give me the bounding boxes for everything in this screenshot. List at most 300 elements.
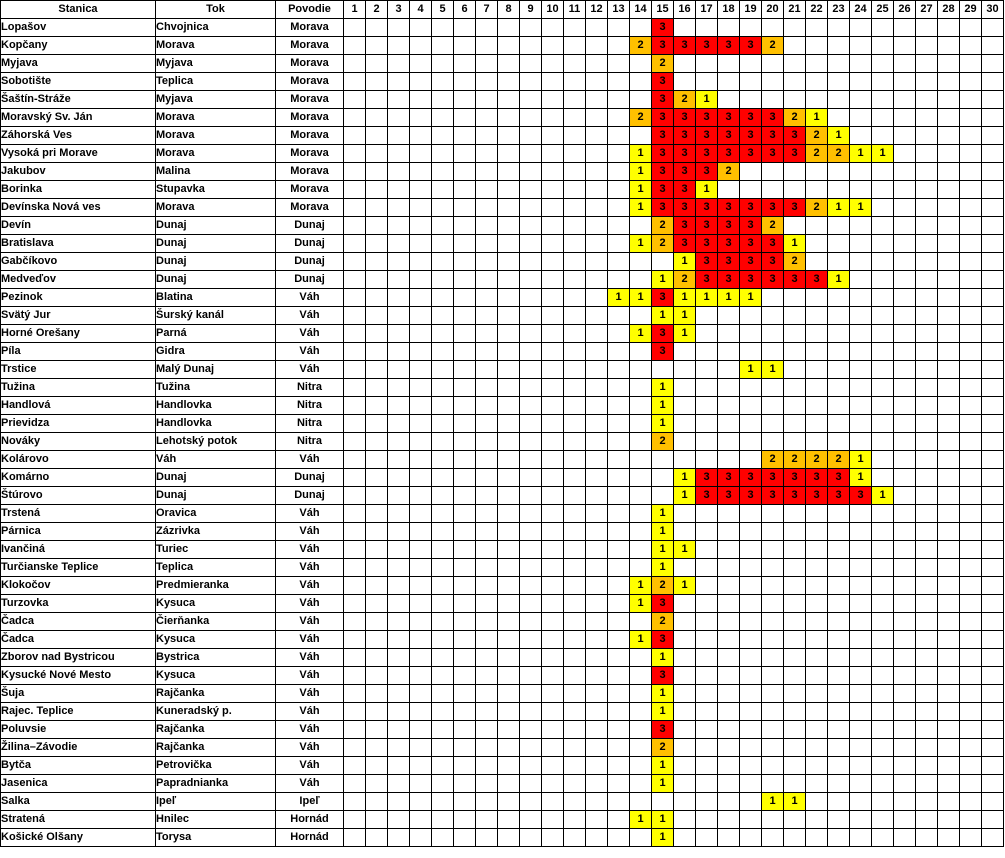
day-cell xyxy=(718,73,740,91)
day-cell: 1 xyxy=(630,199,652,217)
day-cell xyxy=(542,253,564,271)
day-cell xyxy=(454,145,476,163)
day-cell xyxy=(410,325,432,343)
day-cell xyxy=(806,37,828,55)
day-cell xyxy=(564,217,586,235)
day-cell xyxy=(454,631,476,649)
day-cell xyxy=(850,109,872,127)
day-cell xyxy=(542,55,564,73)
day-cell xyxy=(498,739,520,757)
day-cell xyxy=(718,325,740,343)
day-cell xyxy=(696,19,718,37)
day-cell xyxy=(762,649,784,667)
day-cell xyxy=(806,541,828,559)
day-cell: 3 xyxy=(784,271,806,289)
day-cell xyxy=(894,397,916,415)
day-cell xyxy=(564,91,586,109)
day-cell xyxy=(608,487,630,505)
day-cell xyxy=(916,163,938,181)
column-header-day-15: 15 xyxy=(652,1,674,19)
day-cell xyxy=(894,775,916,793)
day-cell xyxy=(344,685,366,703)
day-cell xyxy=(828,379,850,397)
day-cell xyxy=(410,73,432,91)
day-cell xyxy=(344,109,366,127)
day-cell xyxy=(894,37,916,55)
day-cell xyxy=(960,307,982,325)
day-cell xyxy=(938,271,960,289)
day-cell xyxy=(982,91,1004,109)
day-cell xyxy=(520,361,542,379)
table-row xyxy=(1,505,1004,523)
station-name: Turčianske Teplice xyxy=(1,559,156,577)
basin-name: Váh xyxy=(276,775,344,793)
day-cell xyxy=(586,127,608,145)
day-cell xyxy=(542,523,564,541)
day-cell xyxy=(696,523,718,541)
stream-name: Morava xyxy=(156,37,276,55)
day-cell xyxy=(674,361,696,379)
day-cell xyxy=(960,631,982,649)
station-name: Rajec. Teplice xyxy=(1,703,156,721)
station-name: Ivančiná xyxy=(1,541,156,559)
day-cell xyxy=(432,361,454,379)
day-cell xyxy=(916,739,938,757)
day-cell xyxy=(454,739,476,757)
stream-name: Blatina xyxy=(156,289,276,307)
table-row xyxy=(1,235,1004,253)
day-cell xyxy=(850,433,872,451)
day-cell: 3 xyxy=(696,487,718,505)
day-cell xyxy=(542,163,564,181)
day-cell xyxy=(916,415,938,433)
day-cell xyxy=(916,793,938,811)
table-row xyxy=(1,451,1004,469)
day-cell xyxy=(872,379,894,397)
day-cell xyxy=(476,343,498,361)
station-name: Gabčíkovo xyxy=(1,253,156,271)
day-cell xyxy=(366,109,388,127)
day-cell xyxy=(476,127,498,145)
day-cell xyxy=(476,361,498,379)
day-cell xyxy=(960,37,982,55)
day-cell: 1 xyxy=(872,487,894,505)
table-row xyxy=(1,127,1004,145)
table-row xyxy=(1,343,1004,361)
day-cell xyxy=(740,577,762,595)
day-cell xyxy=(454,127,476,145)
day-cell xyxy=(520,433,542,451)
basin-name: Nitra xyxy=(276,379,344,397)
day-cell xyxy=(344,541,366,559)
day-cell xyxy=(652,451,674,469)
day-cell xyxy=(608,307,630,325)
day-cell xyxy=(806,721,828,739)
stream-name: Hnilec xyxy=(156,811,276,829)
day-cell xyxy=(344,415,366,433)
day-cell xyxy=(542,757,564,775)
day-cell: 3 xyxy=(740,37,762,55)
day-cell: 3 xyxy=(652,631,674,649)
day-cell xyxy=(498,235,520,253)
day-cell xyxy=(630,19,652,37)
column-header-day-2: 2 xyxy=(366,1,388,19)
day-cell xyxy=(828,541,850,559)
day-cell: 3 xyxy=(652,289,674,307)
day-cell: 1 xyxy=(630,235,652,253)
day-cell xyxy=(564,325,586,343)
basin-name: Váh xyxy=(276,595,344,613)
day-cell xyxy=(938,541,960,559)
day-cell xyxy=(410,577,432,595)
day-cell xyxy=(454,37,476,55)
day-cell: 3 xyxy=(652,595,674,613)
day-cell xyxy=(938,73,960,91)
day-cell xyxy=(784,307,806,325)
stream-name: Malý Dunaj xyxy=(156,361,276,379)
day-cell xyxy=(564,541,586,559)
day-cell xyxy=(476,307,498,325)
stream-name: Rajčanka xyxy=(156,721,276,739)
day-cell xyxy=(894,253,916,271)
day-cell xyxy=(938,685,960,703)
day-cell xyxy=(674,415,696,433)
day-cell xyxy=(388,595,410,613)
day-cell xyxy=(498,55,520,73)
day-cell xyxy=(872,829,894,847)
day-cell xyxy=(542,415,564,433)
day-cell xyxy=(696,685,718,703)
station-name: Medveďov xyxy=(1,271,156,289)
day-cell xyxy=(806,433,828,451)
day-cell xyxy=(344,127,366,145)
table-row xyxy=(1,433,1004,451)
day-cell xyxy=(894,433,916,451)
day-cell xyxy=(410,523,432,541)
day-cell xyxy=(916,235,938,253)
day-cell xyxy=(344,37,366,55)
table-row xyxy=(1,487,1004,505)
day-cell xyxy=(630,685,652,703)
day-cell xyxy=(564,667,586,685)
day-cell xyxy=(366,73,388,91)
day-cell xyxy=(542,343,564,361)
day-cell xyxy=(454,793,476,811)
table-header xyxy=(1,1,1004,19)
stream-name: Kysuca xyxy=(156,595,276,613)
day-cell xyxy=(520,397,542,415)
day-cell xyxy=(718,397,740,415)
day-cell xyxy=(520,685,542,703)
day-cell xyxy=(608,37,630,55)
day-cell xyxy=(916,361,938,379)
day-cell xyxy=(564,469,586,487)
day-cell xyxy=(674,667,696,685)
day-cell xyxy=(498,361,520,379)
day-cell xyxy=(344,397,366,415)
table-row xyxy=(1,163,1004,181)
day-cell xyxy=(740,829,762,847)
basin-name: Morava xyxy=(276,73,344,91)
day-cell xyxy=(828,703,850,721)
table-row xyxy=(1,55,1004,73)
table-row xyxy=(1,703,1004,721)
day-cell xyxy=(410,469,432,487)
day-cell xyxy=(960,127,982,145)
day-cell xyxy=(366,289,388,307)
day-cell xyxy=(872,109,894,127)
day-cell xyxy=(388,613,410,631)
day-cell xyxy=(784,73,806,91)
day-cell: 3 xyxy=(696,199,718,217)
day-cell xyxy=(520,649,542,667)
day-cell xyxy=(366,361,388,379)
day-cell xyxy=(762,325,784,343)
day-cell xyxy=(850,289,872,307)
day-cell: 1 xyxy=(674,487,696,505)
day-cell xyxy=(476,397,498,415)
day-cell xyxy=(806,649,828,667)
day-cell xyxy=(894,199,916,217)
day-cell xyxy=(960,685,982,703)
day-cell xyxy=(872,127,894,145)
day-cell xyxy=(872,289,894,307)
day-cell xyxy=(476,757,498,775)
day-cell xyxy=(674,55,696,73)
day-cell xyxy=(872,757,894,775)
day-cell xyxy=(960,343,982,361)
day-cell xyxy=(542,721,564,739)
day-cell xyxy=(476,433,498,451)
stream-name: Dunaj xyxy=(156,235,276,253)
day-cell xyxy=(586,667,608,685)
day-cell: 1 xyxy=(630,595,652,613)
station-name: Kolárovo xyxy=(1,451,156,469)
day-cell xyxy=(366,523,388,541)
day-cell: 1 xyxy=(652,775,674,793)
day-cell xyxy=(696,307,718,325)
day-cell xyxy=(608,757,630,775)
column-header-day-1: 1 xyxy=(344,1,366,19)
day-cell: 3 xyxy=(740,127,762,145)
day-cell xyxy=(828,667,850,685)
day-cell xyxy=(850,595,872,613)
day-cell xyxy=(718,19,740,37)
day-cell xyxy=(630,739,652,757)
day-cell: 1 xyxy=(630,577,652,595)
day-cell xyxy=(916,811,938,829)
basin-name: Váh xyxy=(276,721,344,739)
day-cell xyxy=(762,73,784,91)
day-cell xyxy=(542,811,564,829)
day-cell: 1 xyxy=(630,289,652,307)
day-cell xyxy=(674,505,696,523)
day-cell xyxy=(762,91,784,109)
day-cell xyxy=(344,703,366,721)
day-cell xyxy=(608,613,630,631)
day-cell xyxy=(894,487,916,505)
day-cell xyxy=(344,595,366,613)
day-cell xyxy=(916,487,938,505)
day-cell xyxy=(498,289,520,307)
day-cell xyxy=(542,829,564,847)
day-cell xyxy=(586,577,608,595)
day-cell xyxy=(432,469,454,487)
day-cell: 3 xyxy=(740,145,762,163)
day-cell: 3 xyxy=(740,469,762,487)
basin-name: Váh xyxy=(276,613,344,631)
column-header-day-18: 18 xyxy=(718,1,740,19)
day-cell xyxy=(630,73,652,91)
stream-name: Stupavka xyxy=(156,181,276,199)
column-header-day-9: 9 xyxy=(520,1,542,19)
day-cell xyxy=(916,181,938,199)
day-cell xyxy=(630,703,652,721)
day-cell xyxy=(938,163,960,181)
day-cell xyxy=(432,505,454,523)
basin-name: Váh xyxy=(276,289,344,307)
day-cell: 1 xyxy=(630,145,652,163)
day-cell: 1 xyxy=(630,325,652,343)
day-cell xyxy=(454,613,476,631)
day-cell xyxy=(388,145,410,163)
day-cell xyxy=(740,757,762,775)
day-cell: 3 xyxy=(784,487,806,505)
day-cell xyxy=(630,613,652,631)
day-cell xyxy=(674,595,696,613)
day-cell xyxy=(586,433,608,451)
day-cell xyxy=(586,487,608,505)
day-cell xyxy=(740,541,762,559)
day-cell xyxy=(960,145,982,163)
day-cell xyxy=(982,199,1004,217)
day-cell xyxy=(564,145,586,163)
day-cell xyxy=(718,667,740,685)
day-cell xyxy=(410,37,432,55)
day-cell: 1 xyxy=(674,541,696,559)
day-cell: 2 xyxy=(762,217,784,235)
day-cell xyxy=(938,451,960,469)
day-cell xyxy=(960,361,982,379)
day-cell xyxy=(696,703,718,721)
day-cell xyxy=(894,613,916,631)
day-cell xyxy=(894,595,916,613)
day-cell xyxy=(740,649,762,667)
day-cell xyxy=(564,757,586,775)
day-cell xyxy=(608,451,630,469)
day-cell xyxy=(476,379,498,397)
day-cell xyxy=(740,559,762,577)
day-cell xyxy=(542,577,564,595)
stream-name: Dunaj xyxy=(156,469,276,487)
stream-name: Predmieranka xyxy=(156,577,276,595)
column-header-day-28: 28 xyxy=(938,1,960,19)
day-cell xyxy=(630,361,652,379)
day-cell xyxy=(982,127,1004,145)
day-cell xyxy=(872,649,894,667)
day-cell xyxy=(872,199,894,217)
day-cell xyxy=(960,415,982,433)
day-cell xyxy=(498,469,520,487)
day-cell xyxy=(388,163,410,181)
day-cell xyxy=(432,127,454,145)
day-cell xyxy=(938,469,960,487)
day-cell xyxy=(938,739,960,757)
day-cell xyxy=(850,73,872,91)
table-row xyxy=(1,811,1004,829)
day-cell xyxy=(894,271,916,289)
day-cell xyxy=(696,667,718,685)
day-cell xyxy=(938,235,960,253)
day-cell xyxy=(894,829,916,847)
day-cell xyxy=(894,721,916,739)
day-cell xyxy=(520,37,542,55)
day-cell xyxy=(960,109,982,127)
day-cell xyxy=(366,559,388,577)
day-cell xyxy=(740,181,762,199)
day-cell xyxy=(476,577,498,595)
column-header-day-8: 8 xyxy=(498,1,520,19)
column-header-day-19: 19 xyxy=(740,1,762,19)
day-cell xyxy=(498,613,520,631)
day-cell xyxy=(410,217,432,235)
station-name: Štúrovo xyxy=(1,487,156,505)
day-cell xyxy=(498,451,520,469)
day-cell xyxy=(608,721,630,739)
day-cell xyxy=(982,289,1004,307)
day-cell xyxy=(344,253,366,271)
day-cell xyxy=(762,739,784,757)
day-cell xyxy=(344,739,366,757)
day-cell xyxy=(608,91,630,109)
day-cell xyxy=(410,649,432,667)
day-cell xyxy=(586,451,608,469)
table-row xyxy=(1,271,1004,289)
day-cell xyxy=(850,217,872,235)
day-cell: 3 xyxy=(674,163,696,181)
day-cell xyxy=(520,271,542,289)
day-cell xyxy=(894,91,916,109)
day-cell xyxy=(982,253,1004,271)
table-row xyxy=(1,721,1004,739)
day-cell xyxy=(762,541,784,559)
day-cell: 3 xyxy=(652,73,674,91)
day-cell xyxy=(564,253,586,271)
basin-name: Morava xyxy=(276,37,344,55)
day-cell xyxy=(586,325,608,343)
day-cell: 2 xyxy=(828,145,850,163)
day-cell xyxy=(344,199,366,217)
day-cell xyxy=(498,271,520,289)
day-cell: 3 xyxy=(806,487,828,505)
day-cell: 3 xyxy=(762,199,784,217)
table-row xyxy=(1,829,1004,847)
day-cell: 3 xyxy=(806,469,828,487)
basin-name: Váh xyxy=(276,325,344,343)
day-cell xyxy=(718,343,740,361)
station-name: Moravský Sv. Ján xyxy=(1,109,156,127)
day-cell: 3 xyxy=(696,127,718,145)
station-name: Stratená xyxy=(1,811,156,829)
stream-name: Torysa xyxy=(156,829,276,847)
stream-name: Kysuca xyxy=(156,667,276,685)
day-cell xyxy=(410,433,432,451)
day-cell xyxy=(916,433,938,451)
day-cell xyxy=(960,757,982,775)
day-cell xyxy=(410,379,432,397)
day-cell xyxy=(740,307,762,325)
day-cell xyxy=(916,469,938,487)
